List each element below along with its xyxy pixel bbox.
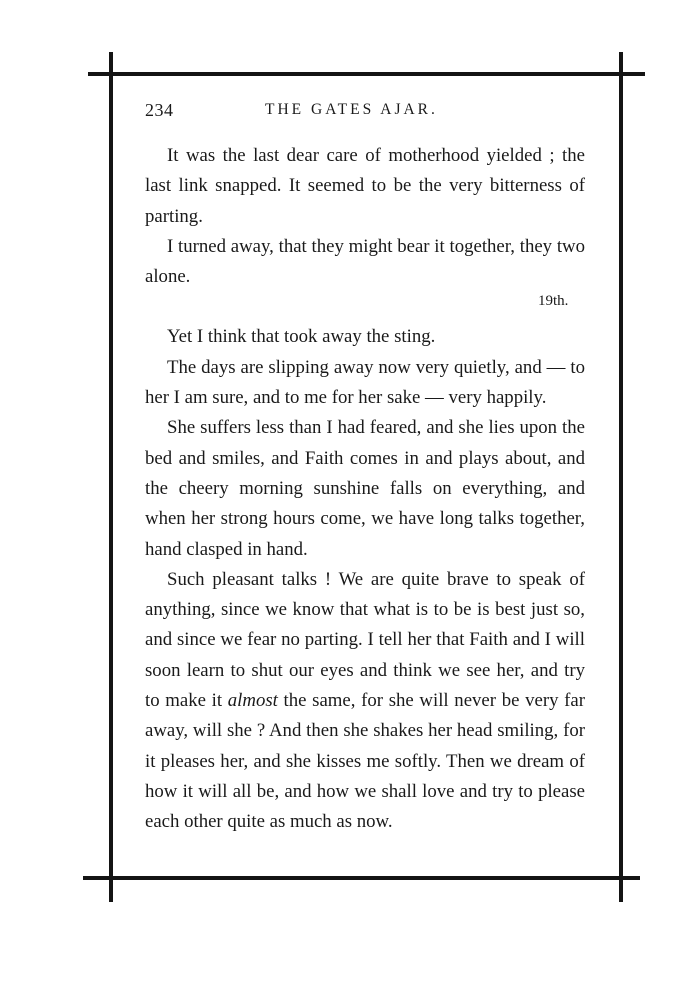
paragraph-text: Such pleasant talks ! We are quite brave to speak of anything, since we know that what is to be is best just so, and since we fear no parting. I tell her that Faith and I will soon learn to shut our eyes and think we see her, and try to make it: [145, 568, 585, 712]
italic-word: almost: [227, 690, 278, 712]
paragraph-text: the same, for she will never be very far away, will she ? And then she shakes her head smiling, for it pleases her, and she kisses me softly. Then we dream of how it will all be, and how we shall love and try to please each other quite as much as now.: [145, 690, 585, 833]
paragraph: The days are slipping away now very quietly, and — to her I am sure, and to me for her sake — very happily.: [145, 356, 585, 409]
paragraph: It was the last dear care of motherhood yielded ; the last link snapped. It seemed to be the very bitterness of parting.: [145, 145, 585, 227]
right-border-rule: [619, 52, 623, 902]
paragraph: Yet I think that took away the sting.: [167, 326, 436, 348]
date-note: 19th.: [538, 293, 569, 309]
left-border-rule: [109, 52, 113, 902]
page-number: 234: [145, 100, 174, 120]
paragraph: [145, 565, 585, 838]
section-gap: [145, 292, 585, 322]
body-text: [145, 141, 585, 838]
top-border-rule: [88, 72, 645, 76]
paragraph: I turned away, that they might bear it together, they two alone.: [145, 235, 585, 288]
bottom-border-rule: [83, 876, 640, 880]
paragraph: She suffers less than I had feared, and she lies upon the bed and smiles, and Faith comes in and plays about, and the cheery morning sunshine falls on everything, and when her strong hours come, we have long talks together, hand clasped in hand.: [145, 417, 585, 560]
page-header: [145, 100, 585, 126]
running-title: THE GATES AJAR.: [265, 101, 438, 118]
